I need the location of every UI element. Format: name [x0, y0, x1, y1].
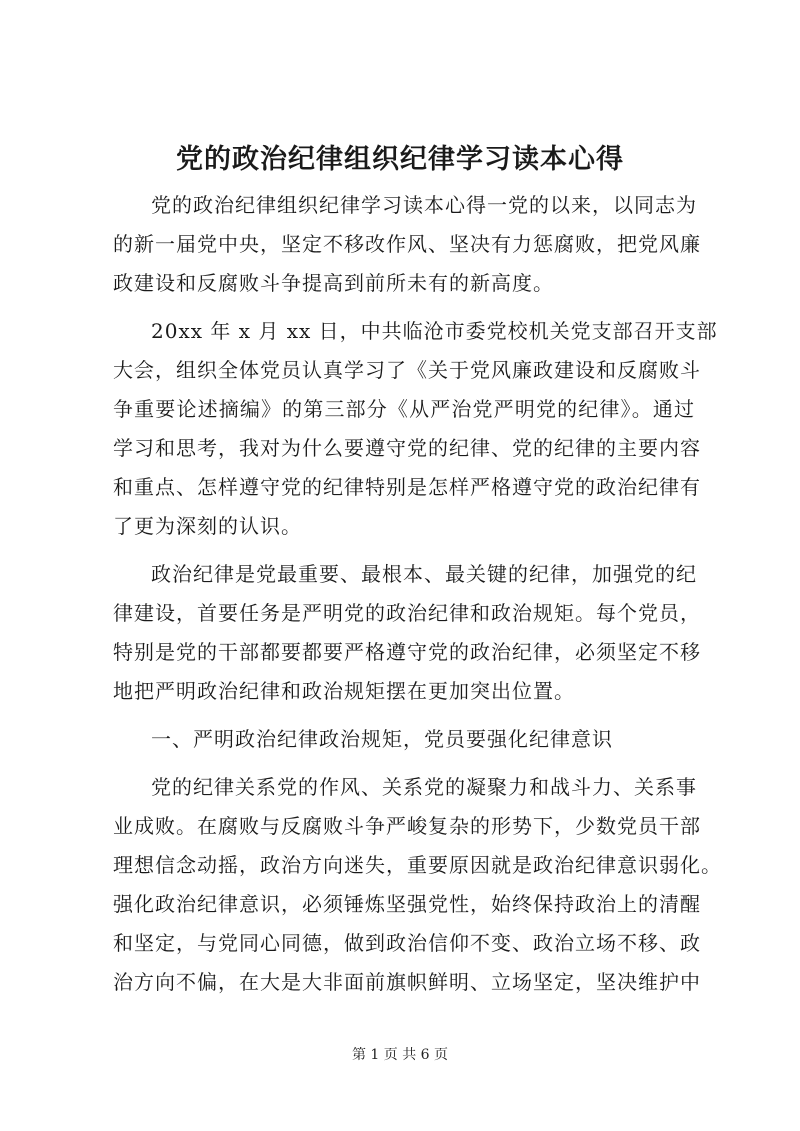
paragraph-line: 一、严明政治纪律政治规矩，党员要强化纪律意识	[151, 727, 613, 751]
page-footer: 第 1 页 共 6 页	[351, 1047, 449, 1063]
paragraph	[113, 555, 701, 711]
paragraph	[113, 720, 695, 759]
paragraph-gap	[113, 546, 695, 555]
paragraph-line: 政建设和反腐败斗争提高到前所未有的新高度。	[113, 271, 554, 295]
document-body	[113, 186, 722, 1002]
paragraph-line: 争重要论述摘编》的第三部分《从严治党严明党的纪律》。通过	[113, 397, 695, 421]
paragraph-line: 特别是党的干部都要都要严格遵守党的政治纪律，必须坚定不移	[113, 640, 701, 664]
paragraph-line: 理想信念动摇，政治方向迷失，重要原因就是政治纪律意识弱化。	[113, 853, 722, 877]
paragraph	[113, 312, 718, 546]
paragraph-line: 和坚定，与党同心同德，做到政治信仰不变、政治立场不移、政	[113, 931, 701, 955]
paragraph-line: 治方向不偏，在大是大非面前旗帜鲜明、立场坚定，坚决维护中	[113, 970, 701, 994]
paragraph-gap	[113, 759, 695, 768]
paragraph	[113, 186, 701, 303]
paragraph-line: 学习和思考，我对为什么要遵守党的纪律、党的纪律的主要内容	[113, 436, 701, 460]
paragraph-line: 党的纪律关系党的作风、关系党的凝聚力和战斗力、关系事	[151, 775, 697, 799]
paragraph-line: 地把严明政治纪律和政治规矩摆在更加突出位置。	[113, 679, 575, 703]
paragraph-line: 了更为深刻的认识。	[113, 514, 302, 538]
paragraph-line: 业成败。在腐败与反腐败斗争严峻复杂的形势下，少数党员干部	[113, 814, 701, 838]
paragraph-line: 和重点、怎样遵守党的纪律特别是怎样严格遵守党的政治纪律有	[113, 475, 701, 499]
paragraph	[113, 768, 722, 1002]
paragraph-gap	[113, 303, 695, 312]
paragraph-line: 政治纪律是党最重要、最根本、最关键的纪律，加强党的纪	[151, 562, 697, 586]
paragraph-line: 强化政治纪律意识，必须锤炼坚强党性，始终保持政治上的清醒	[113, 892, 701, 916]
paragraph-line: 的新一届党中央，坚定不移改作风、坚决有力惩腐败，把党风廉	[113, 232, 701, 256]
paragraph-line: 律建设，首要任务是严明党的政治纪律和政治规矩。每个党员，	[113, 601, 701, 625]
paragraph-line: 大会，组织全体党员认真学习了《关于党风廉政建设和反腐败斗	[113, 358, 701, 382]
paragraph-line: 党的政治纪律组织纪律学习读本心得一党的以来，以同志为	[151, 193, 697, 217]
document-title: 党的政治纪律组织纪律学习读本心得	[176, 144, 624, 175]
paragraph-line: 20xx 年 x 月 xx 日，中共临沧市委党校机关党支部召开支部	[151, 319, 718, 343]
paragraph-gap	[113, 711, 695, 720]
